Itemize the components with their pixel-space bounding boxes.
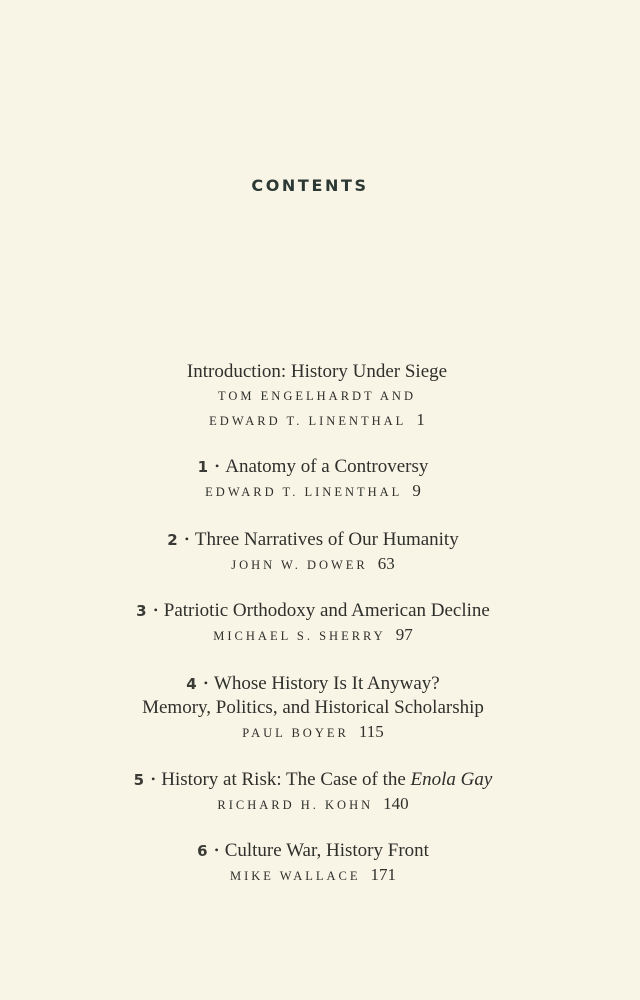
entry-title: Culture War, History Front: [224, 840, 429, 861]
toc-entry-3: [0, 599, 626, 647]
entry-title-italic: Enola Gay: [410, 769, 493, 790]
bullet-icon: •: [214, 843, 219, 857]
entry-title: Anatomy of a Controversy: [225, 456, 429, 477]
toc-entry-6: [0, 839, 626, 887]
entry-title: Introduction: History Under Siege: [186, 361, 448, 382]
entry-author: EDWARD T. LINENTHAL: [205, 485, 403, 499]
entry-title: Three Narratives of Our Humanity: [194, 529, 459, 550]
bullet-icon: •: [151, 772, 156, 786]
toc-entry-4: [0, 672, 626, 744]
entry-author: MICHAEL S. SHERRY: [213, 629, 386, 643]
page-title: CONTENTS: [251, 176, 369, 195]
chapter-number: 1: [197, 458, 209, 476]
entry-author: RICHARD H. KOHN: [217, 798, 374, 812]
entry-author: TOM ENGELHARDT AND: [218, 389, 416, 403]
toc-entry-introduction: [4, 360, 630, 432]
chapter-number: 5: [133, 771, 145, 789]
chapter-number: 4: [186, 675, 197, 693]
entry-author: PAUL BOYER: [242, 726, 349, 740]
entry-title: History at Risk: The Case of the: [161, 769, 411, 790]
entry-author: EDWARD T. LINENTHAL: [209, 414, 407, 428]
toc-entry-2: [0, 528, 626, 576]
entry-page: 140: [383, 794, 409, 813]
bullet-icon: •: [215, 459, 220, 473]
entry-page: 115: [358, 722, 384, 741]
entry-page: 97: [395, 625, 413, 644]
entry-subtitle: Memory, Politics, and Historical Scholarship: [142, 697, 484, 718]
chapter-number: 3: [136, 602, 147, 620]
bullet-icon: •: [153, 603, 158, 617]
chapter-number: 2: [167, 531, 178, 549]
entry-title: Whose History Is It Anyway?: [213, 673, 440, 694]
bullet-icon: •: [184, 532, 189, 546]
entry-page: 63: [377, 554, 395, 573]
entry-page: 1: [416, 410, 425, 429]
entry-author: MIKE WALLACE: [229, 869, 361, 883]
toc-entry-1: [0, 455, 626, 503]
toc-entry-5: [0, 768, 626, 816]
entry-page: 171: [370, 865, 397, 884]
entry-author: JOHN W. DOWER: [231, 558, 368, 572]
entry-title: Patriotic Orthodoxy and American Decline: [163, 600, 490, 621]
chapter-number: 6: [197, 842, 208, 860]
bullet-icon: •: [203, 676, 208, 690]
entry-page: 9: [412, 481, 421, 500]
